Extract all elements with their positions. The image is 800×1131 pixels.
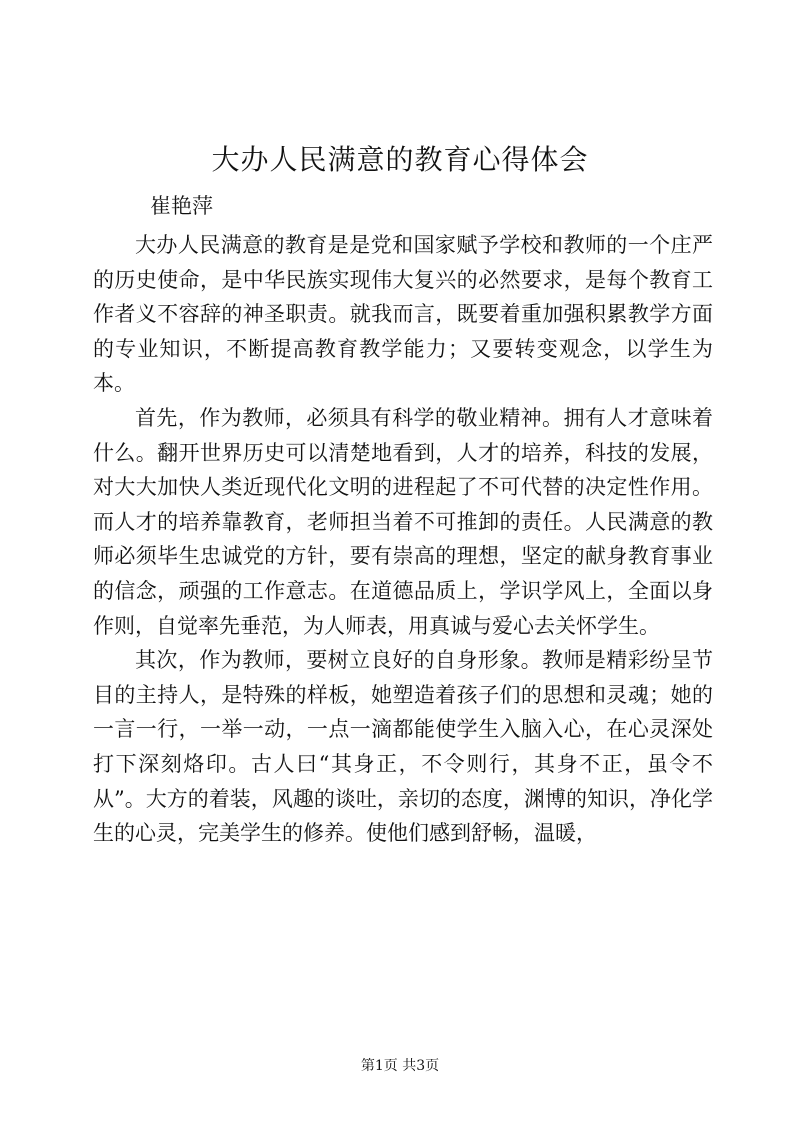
document-body: [93, 228, 713, 851]
paragraph-2: 首先，作为教师，必须具有科学的敬业精神。拥有人才意味着什么。翻开世界历史可以清楚地看到，人才的培养，科技的发展，对大大加快人类近现代化文明的进程起了不可代替的决定性作用。而人才的培养靠教育，老师担当着不可推卸的责任。人民满意的教师必须毕生忠诚党的方针，要有崇高的理想，坚定的献身教育事业的信念，顽强的工作意志。在道德品质上，学识学风上，全面以身作则，自觉率先垂范，为人师表，用真诚与爱心去关怀学生。: [93, 405, 713, 638]
paragraph-1: 大办人民满意的教育是是党和国家赋予学校和教师的一个庄严的历史使命，是中华民族实现伟大复兴的必然要求，是每个教育工作者义不容辞的神圣职责。就我而言，既要着重加强积累教学方面的专业知识，不断提高教育教学能力；又要转变观念，以学生为本。: [93, 233, 713, 396]
author-name: 崔艳萍: [150, 194, 213, 218]
paragraph-3: 其次，作为教师，要树立良好的自身形象。教师是精彩纷呈节目的主持人，是特殊的样板，她塑造着孩子们的思想和灵魂；她的一言一行，一举一动，一点一滴都能使学生入脑入心，在心灵深处打下深刻烙印。古人曰“其身正，不令则行，其身不正，虽令不从”。大方的着装，风趣的谈吐，亲切的态度，渊博的知识，净化学生的心灵，完美学生的修养。使他们感到舒畅，温暖，: [93, 648, 713, 846]
page-footer: 第1页 共3页: [360, 1058, 440, 1074]
page-title: 大办人民满意的教育心得体会: [211, 143, 589, 176]
